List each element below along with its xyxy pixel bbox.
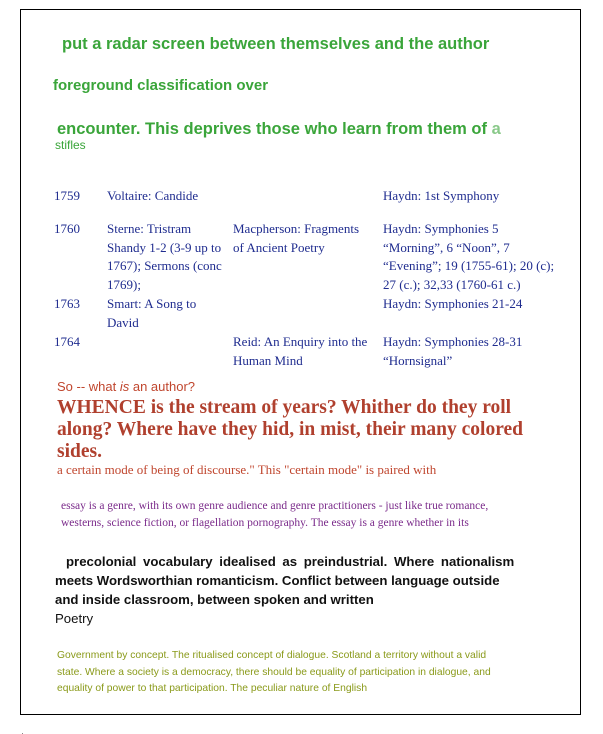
timeline-music: Haydn: 1st Symphony [383, 188, 500, 203]
government-line: equality of power to that participation. The peculiar nature of English [57, 683, 368, 694]
essay-line: essay is a genre, with its own genre audience and genre practitioners - just like true romance, [61, 500, 489, 512]
timeline-other: Macpherson: Fragments of Ancient Poetry [233, 221, 360, 255]
timeline-year: 1763 [54, 296, 80, 311]
author-question-suffix: an author? [129, 379, 196, 394]
essay-paragraph [61, 498, 488, 532]
timeline-music: Haydn: Symphonies 28-31 “Hornsignal” [383, 334, 523, 368]
precolonial-line: meets Wordsworthian romanticism. Conflict between language outside [55, 573, 500, 588]
author-question [57, 379, 195, 394]
poetry-label: Poetry [55, 611, 94, 626]
government-line: state. Where a society is a democracy, there should be equality of participation in dialogue, and [57, 666, 491, 678]
timeline-year: 1764 [54, 334, 80, 349]
timeline-literature: Smart: A Song to David [107, 296, 197, 330]
foreground-line: foreground classification over [53, 77, 269, 94]
timeline-year: 1760 [54, 221, 80, 236]
encounter-tail: a [491, 120, 501, 138]
timeline-literature: Sterne: Tristram Shandy 1-2 (3-9 up to 1767); Sermons (conc 1769); [107, 221, 222, 292]
mode-line: a certain mode of being of discourse." This "certain mode" is paired with [57, 462, 437, 477]
timeline-year: 1759 [54, 188, 80, 203]
precolonial-line: and inside classroom, between spoken and written [55, 592, 374, 607]
timeline-literature: Voltaire: Candide [107, 188, 199, 203]
stifles-line: stifles [55, 138, 86, 152]
timeline-music: Haydn: Symphonies 5 “Morning”, 6 “Noon”, 7 “Evening”; 19 (1755-61); 20 (c); 27 (c.); 32,33 (1760-61 c.) [383, 221, 555, 292]
precolonial-line: precolonial vocabulary idealised as preindustrial. Where nationalism [66, 554, 515, 569]
radar-line: put a radar screen between themselves and the author [62, 35, 490, 53]
government-paragraph [57, 648, 491, 698]
encounter-line [57, 120, 501, 139]
government-line: Government by concept. The ritualised concept of dialogue. Scotland a territory without a valid [57, 650, 487, 661]
author-question-is: is [119, 379, 130, 394]
encounter-text: encounter. This deprives those who learn from them of [57, 120, 487, 138]
essay-line: westerns, science fiction, or flagellation pornography. The essay is a genre whether in its [61, 517, 469, 529]
timeline-music: Haydn: Symphonies 21-24 [383, 296, 523, 311]
whence-quote: WHENCE is the stream of years? Whither do they roll along? Where have they hid, in mist, their many colored sides. [57, 397, 524, 462]
author-question-prefix: So -- what [57, 379, 120, 394]
precolonial-paragraph [55, 552, 514, 628]
timeline-other: Reid: An Enquiry into the Human Mind [233, 334, 368, 368]
